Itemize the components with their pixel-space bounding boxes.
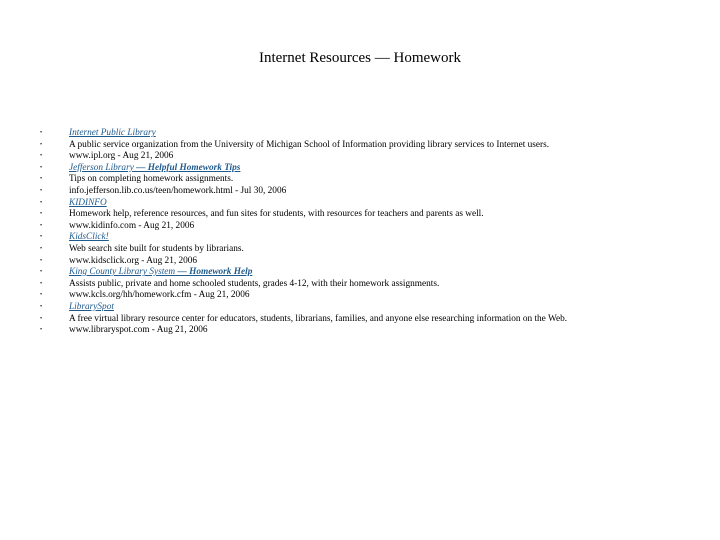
- list-item: [40, 314, 700, 326]
- resource-link-suffix[interactable]: — Helpful Homework Tips: [133, 162, 241, 173]
- bullet-icon: •: [40, 176, 43, 183]
- list-item[interactable]: [40, 232, 700, 244]
- bullet-icon: •: [40, 153, 43, 160]
- bullet-icon: •: [40, 327, 43, 334]
- list-item[interactable]: [40, 267, 700, 279]
- bullet-icon: •: [40, 234, 43, 241]
- list-item: [40, 209, 700, 221]
- resource-description: Web search site built for students by librarians.: [69, 243, 244, 254]
- resource-description: A free virtual library resource center for educators, students, librarians, families, and anyone else researching information on the Web.: [69, 313, 568, 324]
- resource-link[interactable]: KidsClick!: [69, 232, 109, 243]
- bullet-icon: •: [40, 315, 43, 322]
- list-item: [40, 140, 700, 152]
- bullet-icon: •: [40, 257, 43, 264]
- resource-url: www.kidsclick.org - Aug 21, 2006: [69, 255, 198, 266]
- bullet-icon: •: [40, 292, 43, 299]
- list-item: [40, 325, 700, 337]
- resource-description: Assists public, private and home schooled students, grades 4-12, with their homework assignments.: [69, 278, 440, 289]
- resource-description: A public service organization from the University of Michigan School of Information providing library services to Internet users.: [69, 139, 550, 150]
- list-item[interactable]: [40, 128, 700, 140]
- bullet-icon: •: [40, 141, 43, 148]
- list-item: [40, 290, 700, 302]
- list-item: [40, 244, 700, 256]
- resource-url: www.ipl.org - Aug 21, 2006: [69, 151, 174, 162]
- resource-link[interactable]: King County Library System: [69, 267, 176, 278]
- list-item[interactable]: [40, 163, 700, 175]
- list-item[interactable]: [40, 198, 700, 210]
- resource-url: www.libraryspot.com - Aug 21, 2006: [69, 325, 208, 336]
- list-item[interactable]: [40, 302, 700, 314]
- bullet-icon: •: [40, 187, 43, 194]
- page-title: Internet Resources — Homework: [258, 50, 462, 66]
- list-item: [40, 256, 700, 268]
- resource-list: [40, 128, 700, 337]
- resource-link-suffix[interactable]: — Homework Help: [175, 267, 253, 278]
- resource-description: Tips on completing homework assignments.: [69, 174, 234, 185]
- bullet-icon: •: [40, 222, 43, 229]
- list-item: [40, 221, 700, 233]
- list-item: [40, 174, 700, 186]
- bullet-icon: •: [40, 280, 43, 287]
- bullet-icon: •: [40, 211, 43, 218]
- bullet-icon: •: [40, 269, 43, 276]
- bullet-icon: •: [40, 245, 43, 252]
- list-item: [40, 151, 700, 163]
- resource-link[interactable]: Internet Public Library: [69, 128, 156, 138]
- list-item: [40, 279, 700, 291]
- bullet-icon: •: [40, 199, 43, 206]
- resource-link[interactable]: Jefferson Library: [69, 162, 134, 173]
- resource-link[interactable]: KIDINFO: [69, 197, 107, 208]
- resource-url: info.jefferson.lib.co.us/teen/homework.html - Jul 30, 2006: [69, 185, 287, 196]
- resource-description: Homework help, reference resources, and fun sites for students, with resources for teachers and parents as well.: [69, 209, 484, 220]
- list-item: [40, 186, 700, 198]
- bullet-icon: •: [40, 303, 43, 310]
- resource-url: www.kcls.org/hh/homework.cfm - Aug 21, 2006: [69, 290, 250, 301]
- resource-url: www.kidinfo.com - Aug 21, 2006: [69, 220, 195, 231]
- resource-link[interactable]: LibrarySpot: [69, 301, 114, 312]
- bullet-icon: •: [40, 164, 43, 171]
- bullet-icon: •: [40, 130, 43, 136]
